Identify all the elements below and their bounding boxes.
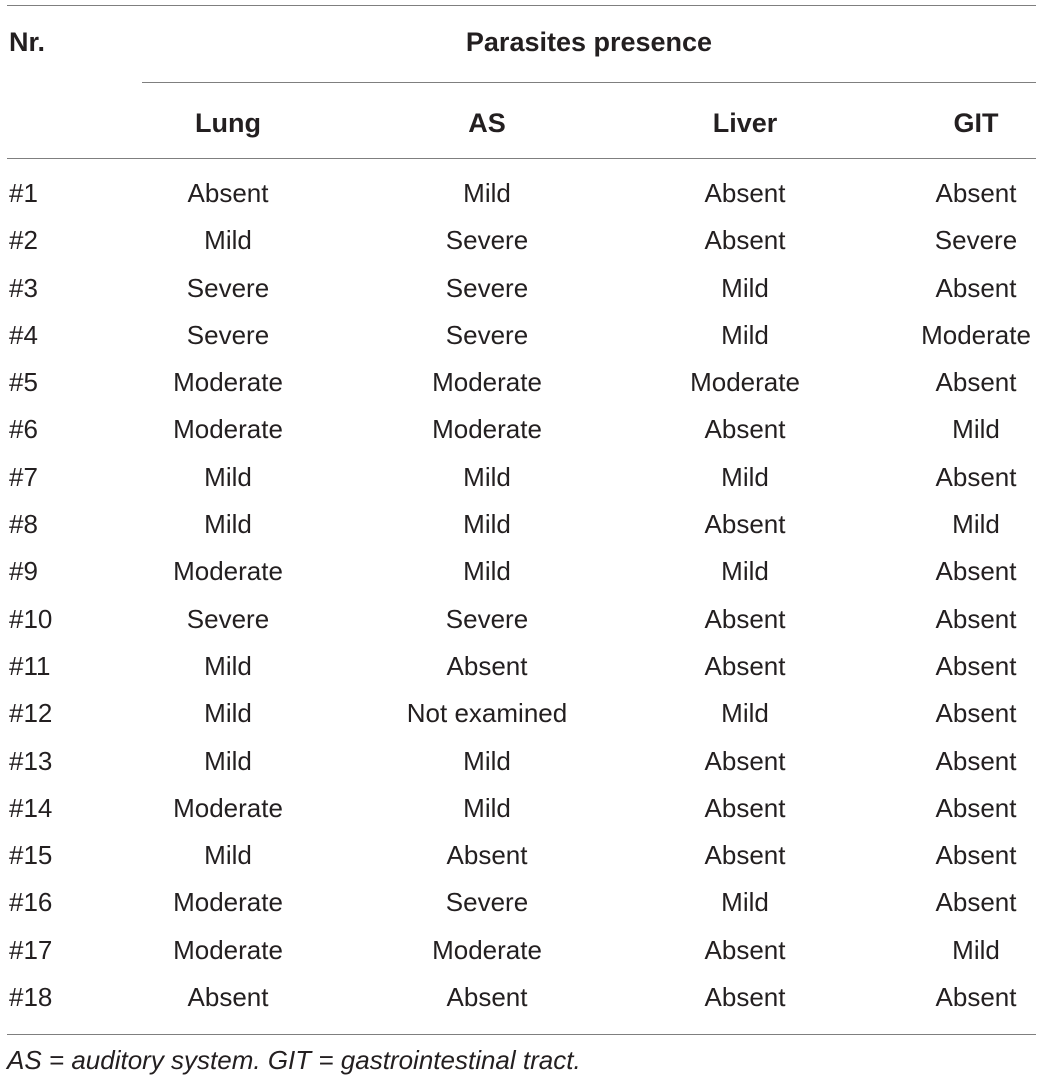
- table-row: [0, 690, 1042, 737]
- table-row: [0, 170, 1042, 217]
- cell-as: Severe: [445, 272, 529, 303]
- cell-nr: #2: [9, 225, 38, 256]
- cell-as: Severe: [445, 603, 529, 634]
- cell-liver: Absent: [704, 414, 786, 445]
- cell-lung: Severe: [186, 603, 270, 634]
- cell-lung: Mild: [204, 745, 252, 776]
- cell-git: Absent: [935, 367, 1017, 398]
- cell-git: Absent: [935, 982, 1017, 1013]
- cell-as: Absent: [446, 840, 528, 871]
- table-row: [0, 643, 1042, 690]
- table-row: [0, 217, 1042, 264]
- table-row: [0, 359, 1042, 406]
- column-header-lung: Lung: [195, 108, 261, 138]
- cell-nr: #5: [9, 367, 38, 398]
- cell-liver: Absent: [704, 840, 786, 871]
- nr-column-header: Nr.: [9, 27, 46, 57]
- cell-git: Absent: [935, 887, 1017, 918]
- cell-liver: Absent: [704, 934, 786, 965]
- cell-nr: #1: [9, 178, 38, 208]
- cell-git: Absent: [935, 745, 1017, 776]
- table-row: [0, 832, 1042, 879]
- cell-liver: Absent: [704, 650, 786, 681]
- table-footnote: AS = auditory system. GIT = gastrointestinal tract.: [7, 1045, 581, 1075]
- cell-git: Absent: [935, 603, 1017, 634]
- cell-liver: Absent: [704, 225, 786, 256]
- cell-lung: Moderate: [173, 887, 283, 918]
- cell-lung: Moderate: [173, 414, 283, 445]
- cell-nr: #8: [9, 509, 38, 540]
- top-rule: [7, 5, 1036, 6]
- table-row: [0, 738, 1042, 785]
- cell-lung: Mild: [204, 461, 252, 492]
- cell-lung: Mild: [204, 840, 252, 871]
- cell-as: Mild: [463, 556, 511, 587]
- cell-git: Absent: [935, 650, 1017, 681]
- cell-git: Severe: [934, 225, 1018, 256]
- cell-git: Absent: [935, 461, 1017, 492]
- cell-nr: #10: [9, 603, 53, 634]
- table-row: [0, 265, 1042, 312]
- group-header-rule: [142, 82, 1036, 83]
- cell-nr: #3: [9, 272, 38, 303]
- cell-nr: #6: [9, 414, 38, 445]
- cell-lung: Moderate: [173, 556, 283, 587]
- table-row: [0, 596, 1042, 643]
- cell-lung: Moderate: [173, 934, 283, 965]
- cell-as: Absent: [446, 650, 528, 681]
- table-row: [0, 501, 1042, 548]
- bottom-rule: [7, 1034, 1036, 1035]
- cell-as: Severe: [445, 887, 529, 918]
- cell-git: Absent: [935, 840, 1017, 871]
- table-row: [0, 454, 1042, 501]
- cell-liver: Mild: [721, 698, 769, 729]
- cell-as: Moderate: [432, 367, 542, 398]
- column-header-as: AS: [468, 108, 506, 138]
- cell-nr: #12: [9, 698, 53, 729]
- cell-git: Absent: [935, 792, 1017, 823]
- column-header-liver: Liver: [712, 108, 778, 138]
- cell-liver: Moderate: [690, 367, 800, 398]
- cell-liver: Absent: [704, 792, 786, 823]
- table-row: [0, 785, 1042, 832]
- cell-as: Mild: [463, 461, 511, 492]
- cell-git: Absent: [935, 272, 1017, 303]
- cell-lung: Severe: [186, 272, 270, 303]
- cell-nr: #15: [9, 840, 53, 871]
- cell-as: Moderate: [432, 414, 542, 445]
- cell-liver: Mild: [721, 556, 769, 587]
- cell-liver: Mild: [721, 272, 769, 303]
- cell-lung: Absent: [187, 178, 269, 208]
- cell-nr: #13: [9, 745, 53, 776]
- cell-liver: Mild: [721, 319, 769, 350]
- cell-as: Not examined: [406, 698, 568, 729]
- table-row: [0, 548, 1042, 595]
- cell-liver: Mild: [721, 461, 769, 492]
- parasites-presence-header: Parasites presence: [465, 27, 713, 57]
- cell-lung: Moderate: [173, 367, 283, 398]
- cell-liver: Mild: [721, 887, 769, 918]
- cell-liver: Absent: [704, 509, 786, 540]
- cell-liver: Absent: [704, 178, 786, 208]
- cell-as: Mild: [463, 745, 511, 776]
- cell-as: Mild: [463, 178, 511, 208]
- table-row: [0, 927, 1042, 974]
- cell-nr: #17: [9, 934, 53, 965]
- cell-nr: #11: [9, 650, 51, 681]
- cell-liver: Absent: [704, 745, 786, 776]
- cell-lung: Absent: [187, 982, 269, 1013]
- cell-lung: Moderate: [173, 792, 283, 823]
- table-row: [0, 312, 1042, 359]
- cell-lung: Mild: [204, 650, 252, 681]
- cell-as: Severe: [445, 319, 529, 350]
- table-row: [0, 406, 1042, 453]
- cell-lung: Mild: [204, 698, 252, 729]
- cell-nr: #9: [9, 556, 38, 587]
- cell-git: Mild: [952, 414, 1000, 445]
- cell-nr: #4: [9, 319, 38, 350]
- cell-lung: Severe: [186, 319, 270, 350]
- cell-nr: #14: [9, 792, 53, 823]
- table-row: [0, 974, 1042, 1021]
- cell-as: Mild: [463, 792, 511, 823]
- column-header-git: GIT: [953, 108, 999, 138]
- cell-lung: Mild: [204, 225, 252, 256]
- cell-nr: #18: [9, 982, 53, 1013]
- cell-git: Mild: [952, 509, 1000, 540]
- cell-as: Absent: [446, 982, 528, 1013]
- cell-as: Severe: [445, 225, 529, 256]
- cell-git: Absent: [935, 698, 1017, 729]
- cell-liver: Absent: [704, 603, 786, 634]
- table-row: [0, 879, 1042, 926]
- cell-git: Absent: [935, 178, 1017, 208]
- cell-as: Moderate: [432, 934, 542, 965]
- cell-nr: #16: [9, 887, 53, 918]
- cell-lung: Mild: [204, 509, 252, 540]
- cell-nr: #7: [9, 461, 38, 492]
- cell-git: Moderate: [921, 319, 1031, 350]
- cell-liver: Absent: [704, 982, 786, 1013]
- header-rule: [7, 158, 1036, 159]
- cell-git: Mild: [952, 934, 1000, 965]
- cell-git: Absent: [935, 556, 1017, 587]
- table-body: [0, 170, 1042, 1021]
- cell-as: Mild: [463, 509, 511, 540]
